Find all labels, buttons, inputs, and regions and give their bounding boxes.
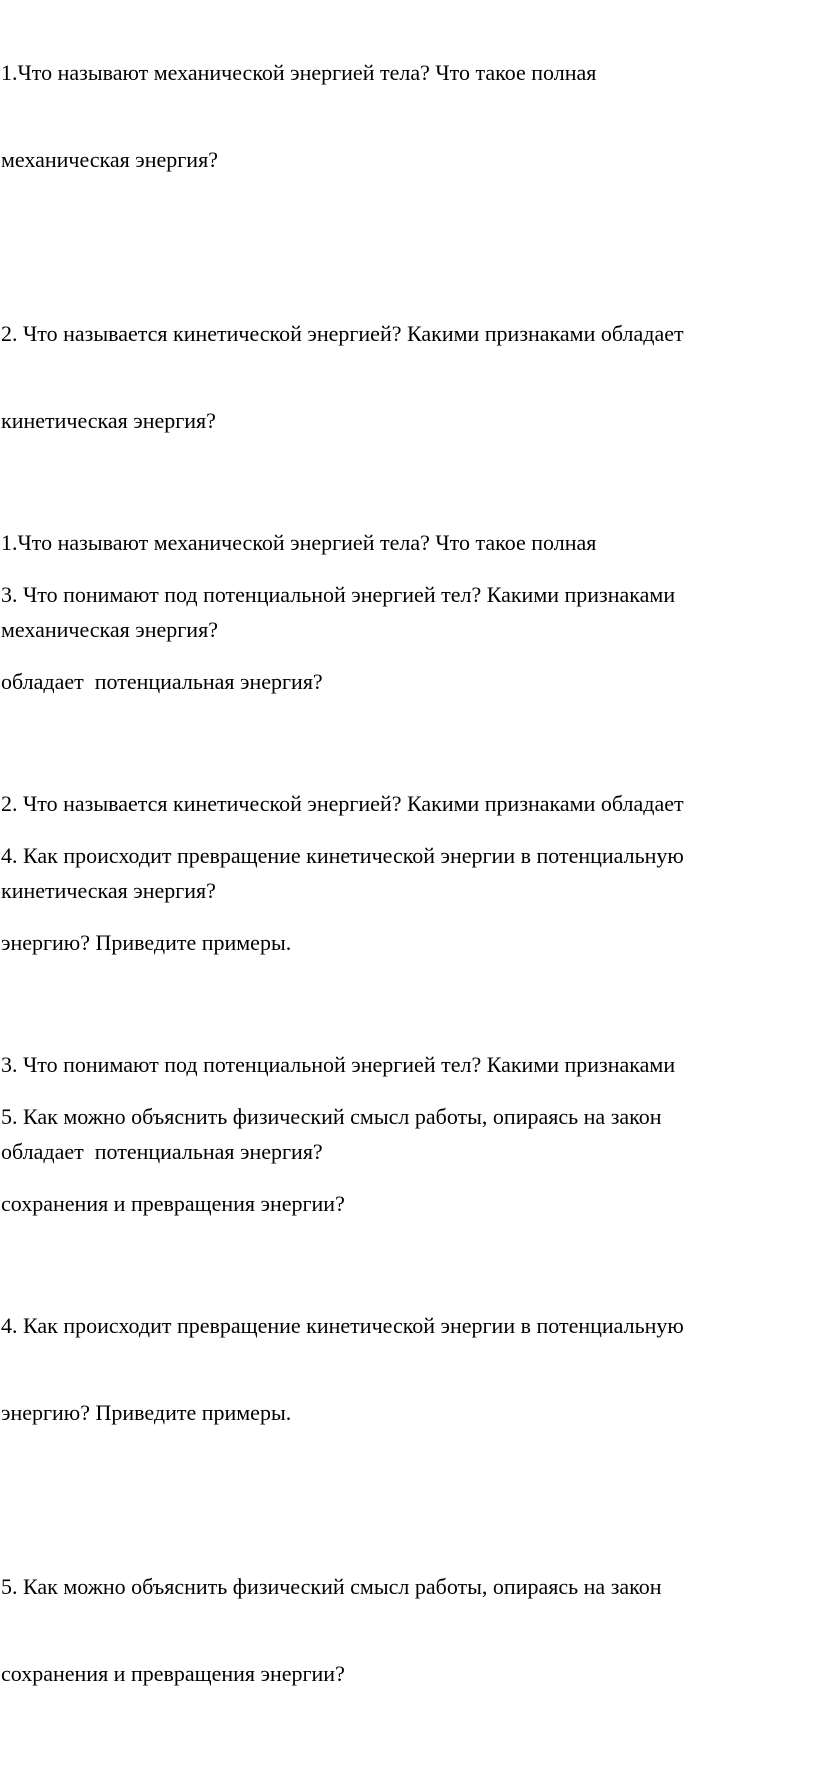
question-5 bbox=[1, 1514, 801, 1746]
question-line: 1.Что называют механической энергией тела? Что такое полная bbox=[1, 530, 597, 555]
question-1 bbox=[1, 470, 801, 702]
question-line: сохранения и превращения энергии? bbox=[1, 1191, 345, 1216]
question-line: обладает потенциальная энергия? bbox=[1, 1139, 323, 1164]
question-2 bbox=[1, 731, 801, 963]
question-line: механическая энергия? bbox=[1, 617, 218, 642]
question-line: кинетическая энергия? bbox=[1, 878, 216, 903]
question-line: 5. Как можно объяснить физический смысл работы, опираясь на закон bbox=[1, 1104, 662, 1129]
question-line: 4. Как происходит превращение кинетической энергии в потенциальную bbox=[1, 843, 684, 868]
question-line: 2. Что называется кинетической энергией? Какими признаками обладает bbox=[1, 321, 684, 346]
question-line: сохранения и превращения энергии? bbox=[1, 1661, 345, 1686]
question-line: 4. Как происходит превращение кинетической энергии в потенциальную bbox=[1, 1313, 684, 1338]
question-4 bbox=[1, 1253, 801, 1485]
question-line: энергию? Приведите примеры. bbox=[1, 930, 292, 955]
question-line: 3. Что понимают под потенциальной энергией тел? Какими признаками bbox=[1, 582, 676, 607]
question-line: кинетическая энергия? bbox=[1, 408, 216, 433]
question-line: 2. Что называется кинетической энергией? Какими признаками обладает bbox=[1, 791, 684, 816]
question-1 bbox=[1, 0, 801, 232]
question-line: механическая энергия? bbox=[1, 147, 218, 172]
question-line: 5. Как можно объяснить физический смысл работы, опираясь на закон bbox=[1, 1574, 662, 1599]
question-line: 3. Что понимают под потенциальной энергией тел? Какими признаками bbox=[1, 1052, 676, 1077]
question-line: 1.Что называют механической энергией тела? Что такое полная bbox=[1, 60, 597, 85]
question-line: энергию? Приведите примеры. bbox=[1, 1400, 292, 1425]
question-list-copy bbox=[1, 470, 801, 1775]
question-line: обладает потенциальная энергия? bbox=[1, 669, 323, 694]
question-2 bbox=[1, 261, 801, 493]
question-3 bbox=[1, 992, 801, 1224]
